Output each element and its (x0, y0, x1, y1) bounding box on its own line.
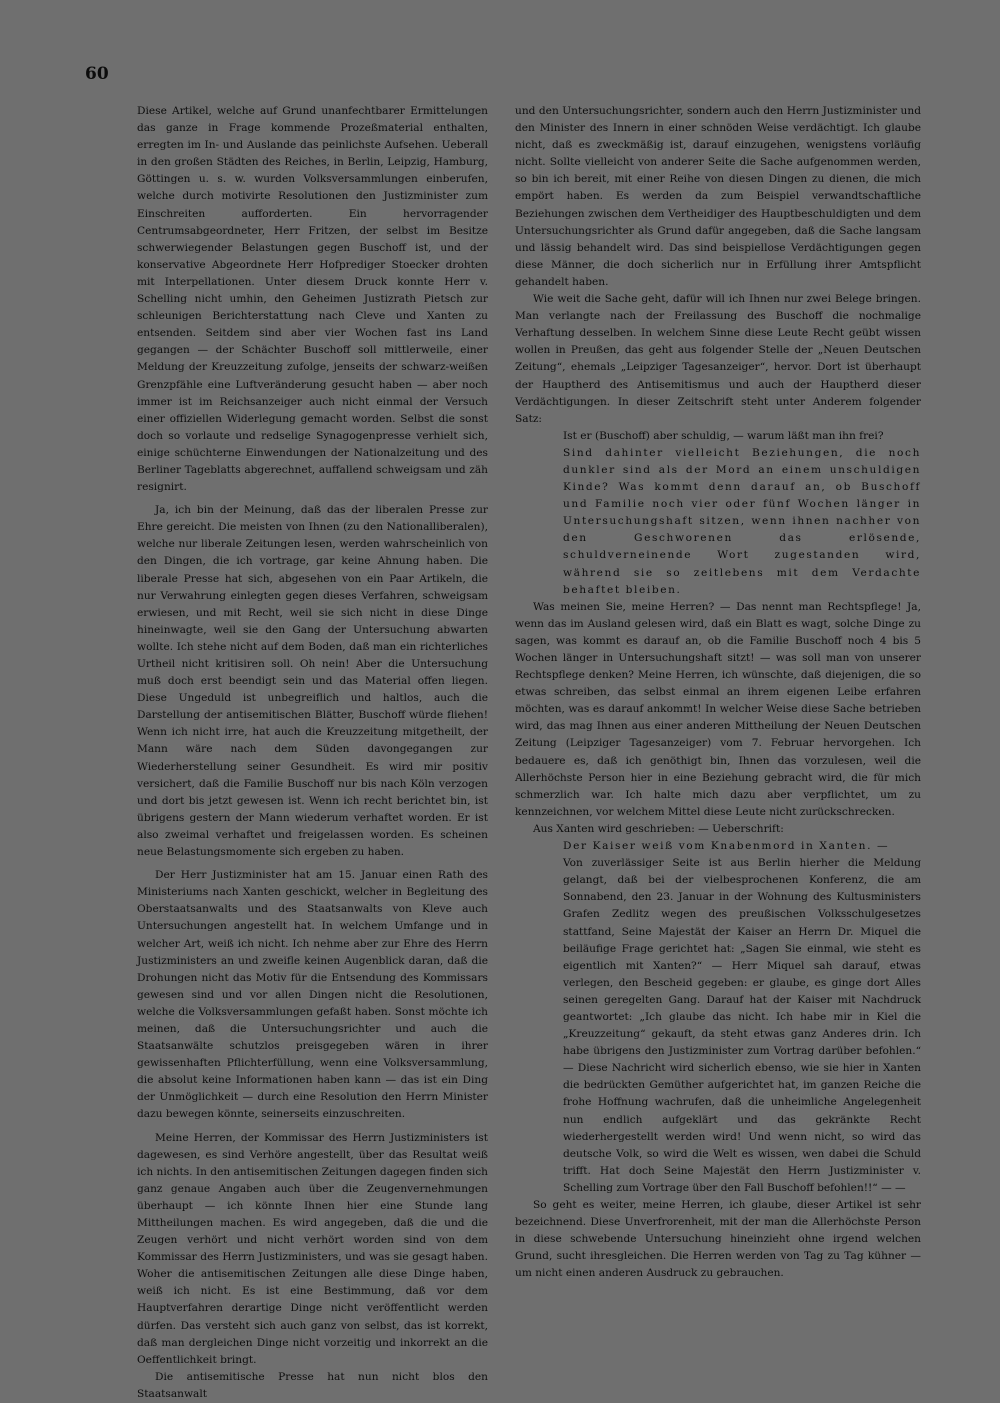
paragraph: Ja, ich bin der Meinung, daß das der liberalen Presse zur Ehre gereicht. Die meisten von Ihnen (zu den Nationalliberalen), welche nur liberale Zeitungen lesen, werden wahrscheinlich von den Dingen, die ich vortrage, gar keine Ahnung haben. Die liberale Presse hat sich, abgesehen von ein Paar Artikeln, die nur Verwahrung einlegten gegen dieses Verfahren, schweigsam erwiesen, und mit Recht, weil sie sich nicht in diese Dinge hineinwagte, weil sie den Gang der Untersuchung abwarten wollte. Ich stehe nicht auf dem Boden, daß man ein richterliches Urtheil nicht kritisiren soll. Oh nein! Aber die Untersuchung muß doch erst beendigt sein und das Material offen liegen. Diese Ungeduld ist unbegreiflich und haltlos, auch die Darstellung der antisemitischen Blätter, Buschoff würde fliehen! Wenn ich nicht irre, hat auch die Kreuzzeitung mitgetheilt, der Mann wäre nach dem Süden davongegangen zur Wiederherstellung seiner Gesundheit. Es wird mir positiv versichert, daß die Familie Buschoff nur bis nach Köln verzogen und dort bis jetzt gewesen ist. Wenn ich recht berichtet bin, ist übrigens gestern der Mann wiederum verhaftet worden. Er ist also zweimal verhaftet und freigelassen worden. Es scheinen neue Belastungsmomente sich ergeben zu haben. (137, 504, 488, 859)
quote-paragraph: Sind dahinter vielleicht Beziehungen, die noch dunkler sind als der Mord an einem unschuldigen Kinde? Was kommt denn darauf an, ob Buschoff und Familie noch vier oder fünf Wochen länger in Untersuchungshaft sitzen, wenn ihnen nachher von den Geschworenen das erlösende, schuldverneinende Wort zugestanden wird, während sie so zeitlebens mit dem Verdachte behaftet bleiben. (563, 446, 921, 596)
paragraph: Meine Herren, der Kommissar des Herrn Justizministers ist dagewesen, es sind Verhöre angestellt, über das Resultat weiß ich nichts. In den antisemitischen Zeitungen dagegen finden sich ganz genaue Angaben auch über die Zeugenvernehmungen überhaupt — ich könnte Ihnen hier eine Stunde lang Mittheilungen machen. Es wird angegeben, daß die und die Zeugen verhört und nicht verhört worden sind von dem Kommissar des Herrn Justizministers, und was sie gesagt haben. Woher die antisemitischen Zeitungen alle diese Dinge haben, weiß ich nicht. Es ist eine Bestimmung, daß vor dem Hauptverfahren derartige Dinge nicht veröffentlicht werden dürfen. Das versteht sich auch ganz von selbst, das ist korrekt, daß man dergleichen Dinge nicht vorzeitig und inkorrekt an die Oeffentlichkeit bringt. (137, 1131, 489, 1366)
block-quote (515, 838, 921, 1197)
quote-line: Ist er (Buschoff) aber schuldig, — warum läßt man ihn frei? (563, 429, 884, 442)
paragraph: Der Herr Justizminister hat am 15. Januar einen Rath des Ministeriums nach Xanten geschickt, welcher in Begleitung des Oberstaatsanwalts und des Staatsanwalts von Kleve auch Untersuchungen angestellt hat. In welchem Umfange und in welcher Art, weiß ich nicht. Ich nehme aber zur Ehre des Herrn Justizministers an und zweifle keinen Augenblick daran, daß die Drohungen nicht das Motiv für die Entsendung des Kommissars gewesen sind und vor allen Dingen nicht die Resolutionen, welche die Volksversammlungen gefaßt haben. Sonst möchte ich meinen, daß die Untersuchungsrichter und auch die Staatsanwälte schutzlos preisgegeben wären in ihrer gewissenhaften Pflichterfüllung, wenn eine Volksversammlung, die absolut keine Informationen haben kann — das ist ein Ding der Unmöglichkeit — durch eine Resolution den Herrn Minister dazu bewegen könnte, seinerseits einzuschreiten. (137, 869, 488, 1121)
quote-paragraph: Von zuverlässiger Seite ist aus Berlin hierher die Meldung gelangt, daß bei der vielbesprochenen Konferenz, die am Sonnabend, den 23. Januar in der Wohnung des Kultusministers Grafen Zedlitz wegen des preußischen Volksschulgesetzes stattfand, Seine Majestät der Kaiser an Herrn Dr. Miquel die beiläufige Frage gerichtet hat: „Sagen Sie einmal, wie steht es eigentlich mit Xanten?“ — Herr Miquel sah darauf, etwas verlegen, den Bescheid gegeben: er glaube, es ginge dort Alles seinen geregelten Gang. Darauf hat der Kaiser mit Nachdruck geantwortet: „Ich glaube das nicht. Ich habe mir in Kiel die „Kreuzzeitung“ gekauft, da steht etwas ganz Anderes drin. Ich habe übrigens den Justizminister zum Vortrag darüber befohlen.“ — Diese Nachricht wird sicherlich ebenso, wie sie hier in Xanten die bedrückten Gemüther aufgerichtet hat, im ganzen Reiche die frohe Hoffnung wachrufen, daß die unheimliche Angelegenheit nun endlich aufgeklärt und das gekränkte Recht wiederhergestellt werden wird! Und wenn nicht, so wird das deutsche Volk, so wird die Welt es wissen, wen dabei die Schuld trifft. Hat doch Seine Majestät den Herrn Justizminister v. Schelling zum Vortrage über den Fall Buschoff befohlen!!“ — — (563, 857, 921, 1194)
paragraph: und den Untersuchungsrichter, sondern auch den Herrn Justizminister und den Minister des Innern in einer schnöden Weise verdächtigt. Ich glaube nicht, daß es zweckmäßig ist, darauf einzugehen, wenigstens vorläufig nicht. Sollte vielleicht von anderer Seite die Sache aufgenommen werden, so bin ich bereit, mit einer Reihe von diesen Dingen zu dienen, die mich empört haben. Es werden da zum Beispiel verwandtschaftliche Beziehungen zwischen dem Vertheidiger des Hauptbeschuldigten und dem Untersuchungsrichter als Grund dafür angegeben, daß die Sache langsam und lässig behandelt wird. Das sind beispiellose Verdächtigungen gegen diese Männer, die doch sicherlich nur in Erfüllung ihrer Amtspflicht gehandelt haben. (515, 105, 921, 288)
quote-headline: Der Kaiser weiß vom Knabenmord in Xanten. — (563, 840, 890, 853)
right-column (515, 103, 921, 1282)
page-number: 60 (85, 64, 109, 84)
paragraph: Wie weit die Sache geht, dafür will ich Ihnen nur zwei Belege bringen. Man verlangte nach der Freilassung des Buschoff die nochmalige Verhaftung desselben. In welchem Sinne diese Leute Recht geübt wissen wollen in Preußen, das geht aus folgender Stelle der „Neuen Deutschen Zeitung“, ehemals „Leipziger Tagesanzeiger“, hervor. Dort ist überhaupt der Hauptherd des Antisemitismus und auch der Hauptherd dieser Verdächtigungen. In dieser Zeitschrift steht unter Anderem folgender Satz: (515, 293, 921, 425)
paragraph: Aus Xanten wird geschrieben: — Ueberschrift: (533, 822, 784, 835)
block-quote (515, 428, 921, 599)
paragraph: So geht es weiter, meine Herren, ich glaube, dieser Artikel ist sehr bezeichnend. Diese Unverfrorenheit, mit der man die Allerhöchste Person in diese schwebende Untersuchung hineinzieht ohne irgend welchen Grund, sucht ihresgleichen. Die Herren werden von Tag zu Tag kühner — um nicht einen anderen Ausdruck zu gebrauchen. (515, 1199, 921, 1280)
paragraph: Was meinen Sie, meine Herren? — Das nennt man Rechtspflege! Ja, wenn das im Ausland gelesen wird, daß ein Blatt es wagt, solche Dinge zu sagen, was kommt es darauf an, ob die Familie Buschoff noch 4 bis 5 Wochen länger in Untersuchungshaft sitzt! — was soll man von unserer Rechtspflege denken? Meine Herren, ich wünschte, daß diejenigen, die so etwas schreiben, das selbst einmal an ihrem eigenen Leibe erfahren möchten, was es darauf ankommt! In welcher Weise diese Sache betrieben wird, das mag Ihnen aus einer anderen Mittheilung der Neuen Deutschen Zeitung (Leipziger Tagesanzeiger) vom 7. Februar hervorgehen. Ich bedauere es, daß ich genöthigt bin, Ihnen das vorzulesen, weil die Allerhöchste Person hier in eine Beziehung gebracht wird, die für mich schmerzlich war. Ich halte mich dazu aber verpflichtet, um zu kennzeichnen, vor welchem Mittel diese Leute nicht zurückschrecken. (515, 600, 921, 818)
paragraph: Diese Artikel, welche auf Grund unanfechtbarer Ermittelungen das ganze in Frage kommende Prozeßmaterial enthalten, erregten im In- und Auslande das peinlichste Aufsehen. Ueberall in den großen Städten des Reiches, in Berlin, Leipzig, Hamburg, Göttingen u. s. w. wurden Volksversammlungen einberufen, welche durch motivirte Resolutionen den Justizminister zum Einschreiten aufforderten. Ein hervorragender Centrumsabgeordneter, Herr Fritzen, der selbst im Besitze schwerwiegender Belastungen gegen Buschoff ist, und der konservative Abgeordnete Herr Hofprediger Stoecker drohten mit Interpellationen. Unter diesem Druck konnte Herr v. Schelling nicht umhin, den Geheimen Justizrath Pietsch zur schleunigen Berichterstattung nach Cleve und Xanten zu entsenden. Seitdem sind aber vier Wochen fast ins Land gegangen — der Schächter Buschoff soll mittlerweile, einer Meldung der Kreuzzeitung zufolge, jenseits der schwarz-weißen Grenzpfähle eine Luftveränderung gesucht haben — aber noch immer ist im Reichsanzeiger auch nicht einmal der Versuch einer offiziellen Widerlegung gemacht worden. Selbst die sonst doch so vorlaute und redselige Synagogenpresse verhielt sich, einige schüchterne Einwendungen der Nationalzeitung und des Berliner Tageblatts abgerechnet, auffallend schweigsam und zäh resignirt. (137, 105, 488, 494)
paragraph: Die antisemitische Presse hat nun nicht blos den Staatsanwalt (137, 1370, 488, 1400)
left-column (137, 103, 488, 1403)
